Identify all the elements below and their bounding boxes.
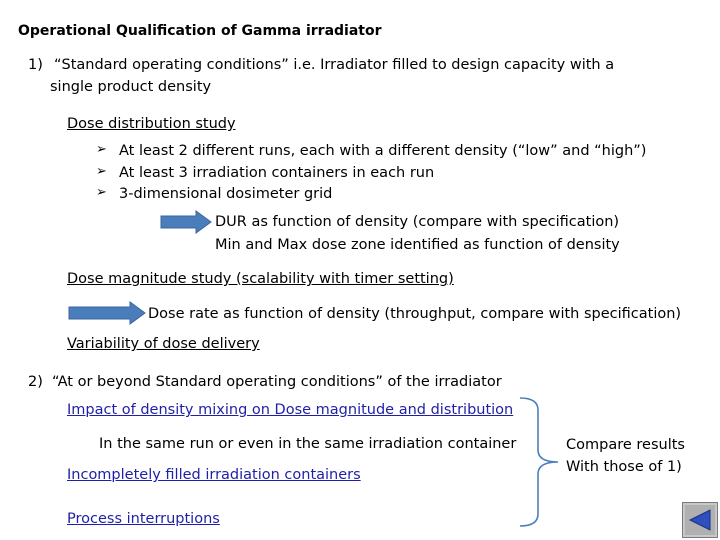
back-nav-icon[interactable] (682, 502, 718, 538)
bullet-item: 3-dimensional dosimeter grid (119, 186, 333, 202)
item2-text: “At or beyond Standard operating conditions” of the irradiator (52, 374, 502, 390)
dose-distribution-result-line1: DUR as function of density (compare with specification) (215, 214, 620, 230)
dose-magnitude-result: Dose rate as function of density (throughput, compare with specification) (148, 306, 682, 322)
arrowhead-bullet-icon: ➢ (96, 142, 107, 157)
page-title: Operational Qualification of Gamma irradiator (18, 23, 382, 39)
right-arrow-icon (68, 301, 146, 325)
compare-line2: With those of 1) (566, 459, 682, 475)
item1-number: 1) (28, 57, 43, 73)
item2-number: 2) (28, 374, 43, 390)
right-arrow-icon (160, 210, 212, 234)
dose-distribution-result-line2: Min and Max dose zone identified as function of density (215, 237, 620, 253)
same-run-text: In the same run or even in the same irradiation container (99, 436, 517, 452)
arrowhead-bullet-icon: ➢ (96, 185, 107, 200)
dose-distribution-heading: Dose distribution study (67, 116, 236, 132)
variability-heading: Variability of dose delivery (67, 336, 260, 352)
bullet-item: At least 3 irradiation containers in each run (119, 165, 435, 181)
item1-text-line1: “Standard operating conditions” i.e. Irradiator filled to design capacity with a (54, 57, 615, 73)
bullet-item: At least 2 different runs, each with a different density (“low” and “high”) (119, 143, 647, 159)
item1-text-line2: single product density (50, 79, 212, 95)
compare-line1: Compare results (566, 437, 685, 453)
incomplete-containers-link[interactable]: Incompletely filled irradiation containers (67, 467, 361, 483)
arrowhead-bullet-icon: ➢ (96, 164, 107, 179)
dose-magnitude-heading: Dose magnitude study (scalability with timer setting) (67, 271, 454, 287)
process-interruptions-link[interactable]: Process interruptions (67, 511, 220, 527)
right-brace (518, 394, 562, 530)
density-mixing-link[interactable]: Impact of density mixing on Dose magnitude and distribution (67, 402, 514, 418)
